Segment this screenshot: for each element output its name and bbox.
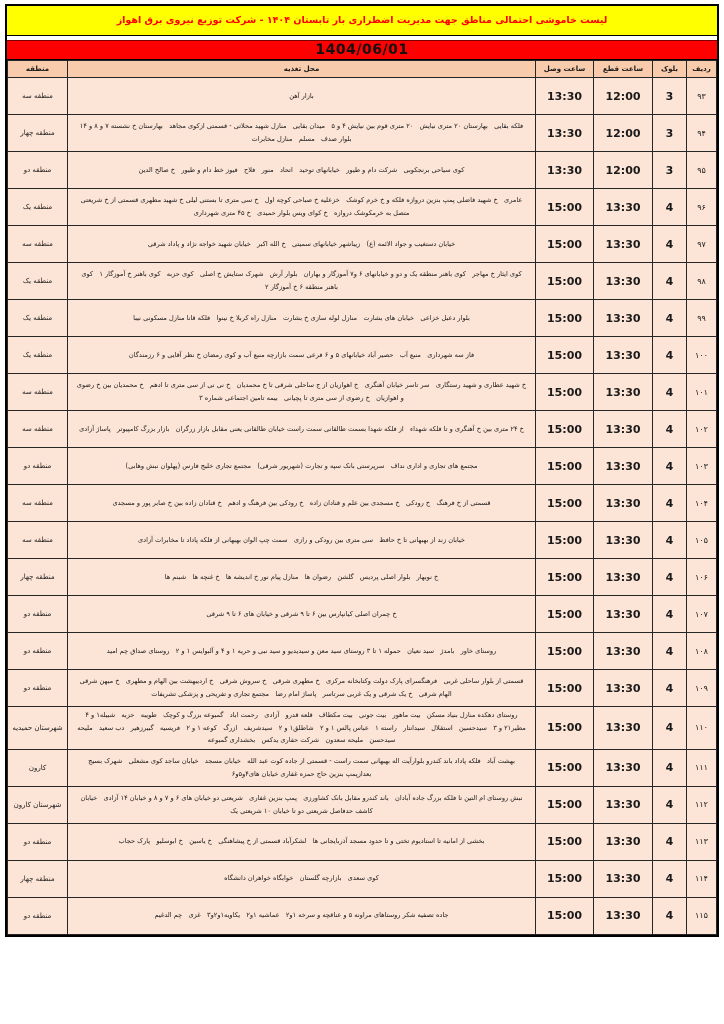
- cell-location: بازار آهن: [68, 78, 536, 115]
- cell-reconnect-time: 15:00: [536, 300, 594, 337]
- cell-cut-time: 13:30: [594, 860, 653, 897]
- cell-location: کوی ایثار خ مهاجر کوی باهنر منطقه یک و دو و خیابانهای ۶ و۷ آموزگار و بهاران بلوار آرش شهرک ستایش خ اصلی کوی حزبه کوی باهنر خ آموزگار ۱ کوی باهنر منطقه ۶ خ آموزگار ۲: [68, 263, 536, 300]
- table-row: [8, 189, 717, 226]
- cell-block: 4: [653, 897, 687, 934]
- table-row: [8, 411, 717, 448]
- cell-block: 4: [653, 485, 687, 522]
- cell-region: شهرستان کارون: [8, 786, 68, 823]
- cell-cut-time: 13:30: [594, 559, 653, 596]
- cell-region: منطقه سه: [8, 411, 68, 448]
- table-row: [8, 152, 717, 189]
- table-row: [8, 78, 717, 115]
- cell-region: کارون: [8, 749, 68, 786]
- table-row: [8, 559, 717, 596]
- cell-reconnect-time: 15:00: [536, 596, 594, 633]
- cell-reconnect-time: 15:00: [536, 448, 594, 485]
- cell-radif: ۱۰۰: [687, 337, 717, 374]
- cell-cut-time: 13:30: [594, 749, 653, 786]
- cell-reconnect-time: 15:00: [536, 786, 594, 823]
- cell-radif: ۹۵: [687, 152, 717, 189]
- cell-block: 4: [653, 596, 687, 633]
- cell-reconnect-time: 15:00: [536, 860, 594, 897]
- cell-region: شهرستان حمیدیه: [8, 707, 68, 750]
- cell-radif: ۱۱۴: [687, 860, 717, 897]
- cell-block: 4: [653, 823, 687, 860]
- cell-block: 4: [653, 226, 687, 263]
- cell-reconnect-time: 15:00: [536, 374, 594, 411]
- document-title: لیست خاموشی احتمالی مناطق جهت مدیریت اضطراری بار تابستان ۱۴۰۴ - شرکت توزیع نیروی برق اهواز: [116, 15, 608, 26]
- cell-region: منطقه دو: [8, 448, 68, 485]
- outage-table: [7, 60, 717, 935]
- cell-cut-time: 13:30: [594, 596, 653, 633]
- cell-location: خیابان زند از بهبهانی تا خ حافظ سی متری بین رودکی و رازی سمت چپ الوان بهبهانی از فلکه پاداد تا مخابرات آزادی: [68, 522, 536, 559]
- cell-reconnect-time: 15:00: [536, 633, 594, 670]
- cell-location: جاده تصفیه شکر روستاهای مراونه ۵ و عناقچه و سرخه ۱و۲ عماشیه ۱و۲ یکاویه۱و۲و۳ غزی چم الدغیم: [68, 897, 536, 934]
- cell-location: بهشت آباد فلکه پاداد باند کندرو بلوارآیت اله بهبهانی سمت راست - قسمتی از جاده کوت عبد الله خیابان مسجد خیابان ساجد کوی مشعلی شهرک بسیج بعدازپمپ بنزین حاج حمزه غفاری خیابان های۴و۵و۶: [68, 749, 536, 786]
- cell-location: خ شهید عطاری و شهید رستگاری سر تاسر خیابان آهنگری خ اهوازیان از ج ساحلی شرقی تا خ محمدیان خ نی نی از سی متری تا ادهم خ محمدیان بین خ رضوی و اهوازیان خ رضوی از سی متری تا پچیانی بیمه تامین اجتماعی شماره ۳: [68, 374, 536, 411]
- column-header-radif: ردیف: [687, 61, 717, 78]
- cell-location: خ ۲۴ متری بین خ آهنگری و تا فلکه شهداء از فلکه شهدا بسمت طالقانی سمت راست خیابان طالقانی یعنی مقابل بازار زرگران بازار بزرگ کامپیوتر پاساژ آزادی: [68, 411, 536, 448]
- cell-reconnect-time: 15:00: [536, 522, 594, 559]
- cell-location: قسمتی از بلوار ساحلی غربی فرهنگسرای پارک دولت وکتابخانه مرکزی خ مطهری شرقی خ سروش شرقی خ اردیبهشت بین الهام و مطهری خ میهن شرقی الهام شرقی خ یک شرقی و یک غربی سرتاسر پاساژ امام رضا مجتمع تجاری و تفریحی و پزشکی تشریفات: [68, 670, 536, 707]
- cell-region: منطقه چهار: [8, 860, 68, 897]
- column-header-block: بلوک: [653, 61, 687, 78]
- cell-region: منطقه دو: [8, 897, 68, 934]
- table-row: [8, 263, 717, 300]
- cell-radif: ۱۰۵: [687, 522, 717, 559]
- cell-reconnect-time: 15:00: [536, 707, 594, 750]
- cell-block: 4: [653, 670, 687, 707]
- table-row: [8, 226, 717, 263]
- cell-block: 4: [653, 707, 687, 750]
- cell-block: 4: [653, 448, 687, 485]
- table-header-row: [8, 61, 717, 78]
- cell-block: 4: [653, 786, 687, 823]
- table-body: [8, 78, 717, 935]
- cell-block: 4: [653, 300, 687, 337]
- cell-reconnect-time: 15:00: [536, 559, 594, 596]
- cell-radif: ۹۶: [687, 189, 717, 226]
- cell-block: 4: [653, 860, 687, 897]
- cell-cut-time: 13:30: [594, 823, 653, 860]
- table-row: [8, 786, 717, 823]
- cell-radif: ۹۳: [687, 78, 717, 115]
- cell-reconnect-time: 15:00: [536, 226, 594, 263]
- cell-region: منطقه سه: [8, 78, 68, 115]
- column-header-reconnect-time: ساعت وصل: [536, 61, 594, 78]
- cell-block: 4: [653, 633, 687, 670]
- cell-region: منطقه دو: [8, 823, 68, 860]
- cell-block: 4: [653, 749, 687, 786]
- table-row: [8, 897, 717, 934]
- cell-block: 3: [653, 78, 687, 115]
- cell-cut-time: 13:30: [594, 263, 653, 300]
- cell-block: 4: [653, 522, 687, 559]
- cell-block: 4: [653, 189, 687, 226]
- cell-reconnect-time: 13:30: [536, 78, 594, 115]
- cell-cut-time: 12:00: [594, 115, 653, 152]
- cell-cut-time: 13:30: [594, 374, 653, 411]
- cell-location: روستای دهکده منازل بنیاد مسکن بیت ماهور بیت جونی بیت مکطاف قلعه قدرو آزادی رحمت اباد گمبوعه بزرگ و کوچک طویبه حزبه شبیله۱ و ۴ مطیر۲۱ و ۳ سیدحسین استقلال سیدانتار راسته ۱ عباس پالس ۱ و ۲ شاطلق۱ و ۲ سیدشریف ازرگ کوعه ۱ و ۲ فریسیه گبیرزهیر دب سعید ملیحه سیدحسن ملیحه سعدون شرکت حفاری یدکس بخشداری گمبوعه: [68, 707, 536, 750]
- cell-block: 4: [653, 559, 687, 596]
- cell-radif: ۹۸: [687, 263, 717, 300]
- table-row: [8, 374, 717, 411]
- cell-reconnect-time: 15:00: [536, 263, 594, 300]
- cell-region: منطقه دو: [8, 670, 68, 707]
- table-row: [8, 823, 717, 860]
- cell-reconnect-time: 15:00: [536, 337, 594, 374]
- cell-cut-time: 13:30: [594, 337, 653, 374]
- column-header-cut-time: ساعت قطع: [594, 61, 653, 78]
- cell-block: 3: [653, 115, 687, 152]
- cell-radif: ۱۰۲: [687, 411, 717, 448]
- cell-radif: ۱۱۱: [687, 749, 717, 786]
- column-header-region: منطقه: [8, 61, 68, 78]
- cell-region: منطقه یک: [8, 300, 68, 337]
- cell-radif: ۱۱۰: [687, 707, 717, 750]
- table-row: [8, 485, 717, 522]
- cell-reconnect-time: 13:30: [536, 152, 594, 189]
- cell-radif: ۱۰۱: [687, 374, 717, 411]
- cell-cut-time: 13:30: [594, 226, 653, 263]
- table-row: [8, 300, 717, 337]
- cell-block: 4: [653, 411, 687, 448]
- outage-schedule-sheet: [5, 4, 719, 937]
- cell-region: منطقه دو: [8, 633, 68, 670]
- cell-location: بخشی از امانیه تا استادیوم تختی و تا حدود مسجد آذربایجانی ها لشکرآباد قسمتی از خ پیشاهنگی خ یاسین خ ابوسلیو پارک حجاب: [68, 823, 536, 860]
- schedule-date: 1404/06/01: [315, 42, 409, 58]
- cell-location: روستای خاور بامدژ سید نعیان حموله ۱ تا ۳ روستای سید معن و سیدیدیو و سید نبی و حریه ۱ و ۴ و آلبوایس ۱ و ۲ روستای صداق چم امید: [68, 633, 536, 670]
- cell-cut-time: 12:00: [594, 152, 653, 189]
- cell-radif: ۱۰۶: [687, 559, 717, 596]
- cell-radif: ۱۰۴: [687, 485, 717, 522]
- cell-location: مجتمع های تجاری و اداری نداف سرپرستی بانک سپه و تجارت (شهریور شرقی) مجتمع تجاری خلیج فارس (پهلوان نبش وهابی): [68, 448, 536, 485]
- cell-region: منطقه دو: [8, 596, 68, 633]
- cell-region: منطقه چهار: [8, 559, 68, 596]
- cell-region: منطقه چهار: [8, 115, 68, 152]
- column-header-location: محل تغذیه: [68, 61, 536, 78]
- cell-cut-time: 12:00: [594, 78, 653, 115]
- cell-reconnect-time: 15:00: [536, 670, 594, 707]
- cell-radif: ۱۰۸: [687, 633, 717, 670]
- cell-cut-time: 13:30: [594, 448, 653, 485]
- cell-location: خیابان دستغیب و جواد الائمه (ع) زیباشهر خیابانهای سمیتی خ الله اکبر خیابان شهید خواجه نژاد و پاداد شرقی: [68, 226, 536, 263]
- cell-location: خ نوبهار بلوار اصلی پردیس گلشن رضوان ها منازل پیام نور خ اندیشه ها خ غنچه ها شبنم ها: [68, 559, 536, 596]
- cell-region: منطقه سه: [8, 485, 68, 522]
- cell-radif: ۱۰۳: [687, 448, 717, 485]
- table-row: [8, 522, 717, 559]
- cell-region: منطقه دو: [8, 152, 68, 189]
- cell-location: قسمتی از خ فرهنگ خ رودکی خ مسجدی بین علم و قنادان زاده خ رودکی بین فرهنگ و ادهم خ قنادان زاده بین خ صابر پور و مسجدی: [68, 485, 536, 522]
- cell-region: منطقه سه: [8, 226, 68, 263]
- cell-radif: ۱۱۵: [687, 897, 717, 934]
- table-row: [8, 596, 717, 633]
- cell-radif: ۹۷: [687, 226, 717, 263]
- cell-block: 4: [653, 337, 687, 374]
- cell-reconnect-time: 15:00: [536, 823, 594, 860]
- cell-cut-time: 13:30: [594, 633, 653, 670]
- cell-cut-time: 13:30: [594, 485, 653, 522]
- cell-region: منطقه یک: [8, 337, 68, 374]
- table-row: [8, 115, 717, 152]
- cell-cut-time: 13:30: [594, 670, 653, 707]
- cell-reconnect-time: 15:00: [536, 411, 594, 448]
- cell-reconnect-time: 15:00: [536, 485, 594, 522]
- cell-location: فاز سه شهرداری منبع آب حصیر آباد خیابانهای ۵ و ۶ فرعی سمت بازارچه منبع آب و کوی رمضان خ نظر آقایی و ۶ رزمندگان: [68, 337, 536, 374]
- cell-location: خ چمران اصلی کیانپارس بین ۶ تا ۹ شرقی و خیابان های ۶ تا ۹ شرقی: [68, 596, 536, 633]
- cell-location: فلکه بقایی بهارستان ۲۰ متری نیایش ۲۰ متری قوم بین نیایش ۴ و ۵ میدان بقایی منازل شهید محلاتی - قسمتی ازکوی مجاهد بهارستان خ نشسته ۷ و ۸ و ۱۴ بلوار صدف مسلم منازل مخابرات: [68, 115, 536, 152]
- cell-radif: ۱۱۲: [687, 786, 717, 823]
- cell-reconnect-time: 15:00: [536, 189, 594, 226]
- cell-cut-time: 13:30: [594, 522, 653, 559]
- cell-location: نبش روستای ام التین تا فلکه بزرگ جاده آبادان باند کندرو مقابل بانک کشاورزی پمپ بنزین غفاری شریعتی دو خیابان های ۶ و ۷ و ۸ و خیابان ۱۴ آزادی خیابان کاشف حدفاصل شریعتی دو تا خیابان ۱۰ شریعتی یک: [68, 786, 536, 823]
- table-row: [8, 707, 717, 750]
- table-row: [8, 749, 717, 786]
- cell-radif: ۱۰۷: [687, 596, 717, 633]
- cell-cut-time: 13:30: [594, 411, 653, 448]
- cell-block: 4: [653, 374, 687, 411]
- cell-location: کوی سیاحی برنجکوبی شرکت دام و طیور خیابانهای توحید اتحاد منور فلاح فیوز خط دام و طیور خ صالح الدین: [68, 152, 536, 189]
- cell-location: کوی سعدی بازارچه گلستان خوابگاه خواهران دانشگاه: [68, 860, 536, 897]
- cell-reconnect-time: 13:30: [536, 115, 594, 152]
- cell-block: 4: [653, 263, 687, 300]
- cell-block: 3: [653, 152, 687, 189]
- date-bar: [7, 41, 717, 60]
- table-row: [8, 337, 717, 374]
- cell-region: منطقه یک: [8, 189, 68, 226]
- cell-location: عامری خ شهید فاضلی پمپ بنزین دروازه فلکه و خ خرم کوشک خزعلیه خ صباحی کوچه اول خ سی متری تا بستنی لیلی خ شهید مطهری قسمتی از خ شریعتی متصل به خرمکوشک دروازه خ کوای ویس بلوار حمیدی خ ۴۵ متری شهرداری: [68, 189, 536, 226]
- cell-region: منطقه یک: [8, 263, 68, 300]
- cell-cut-time: 13:30: [594, 189, 653, 226]
- table-row: [8, 860, 717, 897]
- cell-cut-time: 13:30: [594, 897, 653, 934]
- cell-radif: ۱۱۳: [687, 823, 717, 860]
- cell-reconnect-time: 15:00: [536, 749, 594, 786]
- cell-radif: ۱۰۹: [687, 670, 717, 707]
- cell-region: منطقه سه: [8, 374, 68, 411]
- cell-location: بلوار دعبل خزاعی خیابان های بشارت منازل لوله سازی خ بشارت منازل راه کربلا خ نینوا فلکه قانا منازل مسکونی نیبا: [68, 300, 536, 337]
- table-row: [8, 670, 717, 707]
- cell-radif: ۹۴: [687, 115, 717, 152]
- cell-cut-time: 13:30: [594, 786, 653, 823]
- table-row: [8, 633, 717, 670]
- cell-region: منطقه سه: [8, 522, 68, 559]
- cell-cut-time: 13:30: [594, 707, 653, 750]
- cell-radif: ۹۹: [687, 300, 717, 337]
- document-title-bar: [7, 6, 717, 36]
- table-row: [8, 448, 717, 485]
- cell-reconnect-time: 15:00: [536, 897, 594, 934]
- cell-cut-time: 13:30: [594, 300, 653, 337]
